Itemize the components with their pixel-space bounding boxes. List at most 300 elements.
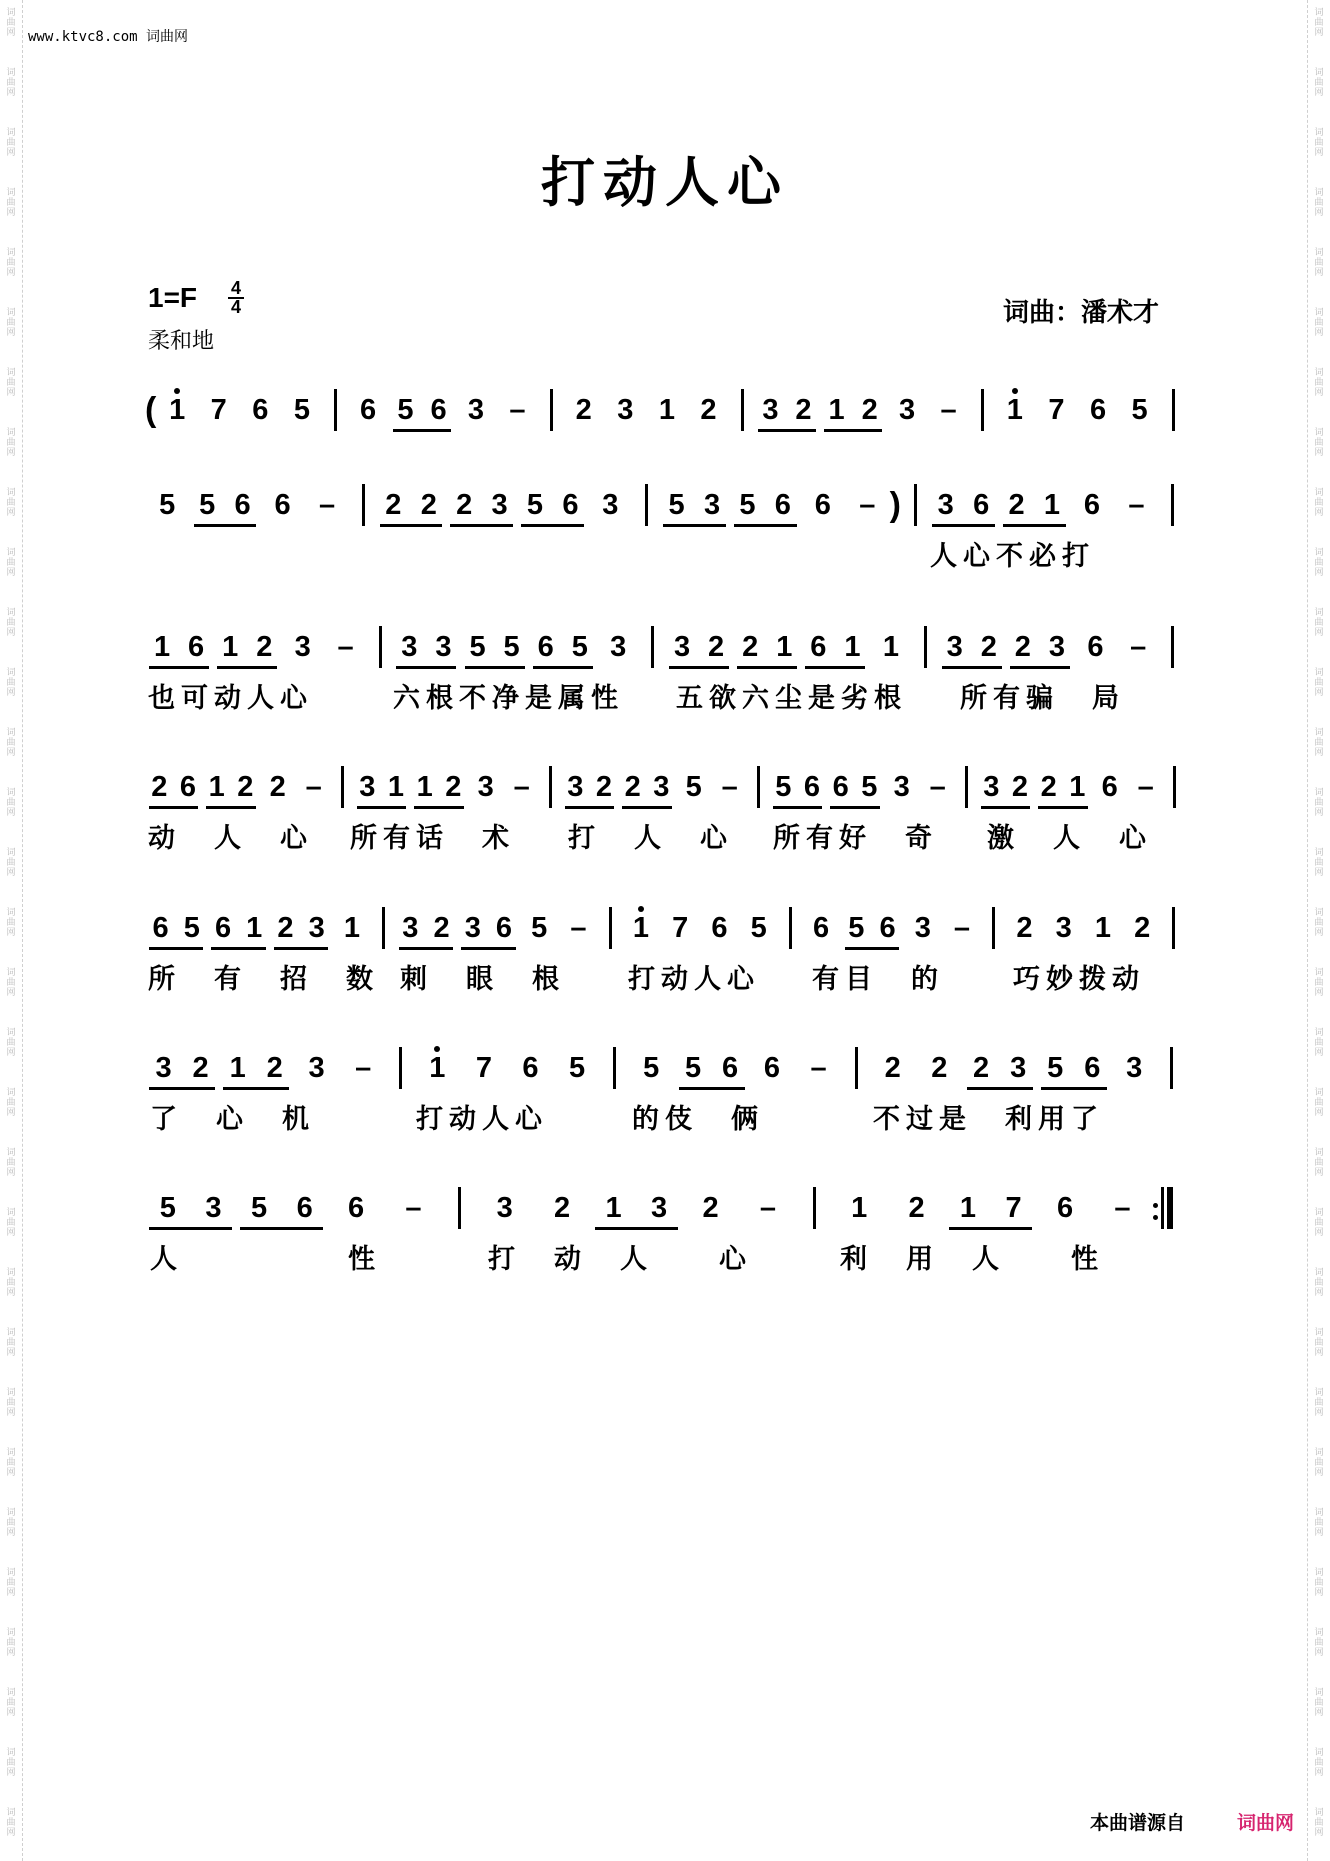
underline-beam: [380, 524, 443, 527]
barline: [382, 907, 385, 949]
note: 1: [169, 394, 186, 426]
note: 2: [1011, 771, 1029, 803]
underline-beam: [149, 666, 209, 669]
watermark-text: 词 曲 网: [6, 68, 16, 98]
underline-beam: [206, 806, 255, 809]
dash-note: –: [355, 1052, 372, 1084]
repeat-dot: [1153, 1215, 1158, 1220]
note: 5: [159, 489, 176, 521]
watermark-text: 词 曲 网: [6, 368, 16, 398]
watermark-text: 词 曲 网: [6, 908, 16, 938]
note: 6: [522, 1052, 539, 1084]
lyric-segment: 五欲六尘是劣根: [676, 683, 907, 714]
watermark-text: 词 曲 网: [1314, 308, 1324, 338]
note: 6: [1057, 1192, 1074, 1224]
dash-note: –: [1114, 1192, 1131, 1224]
note: 2: [624, 771, 641, 803]
note: 2: [266, 1052, 283, 1084]
watermark-text: 词 曲 网: [6, 248, 16, 278]
note: 5: [668, 489, 685, 521]
note: 1: [1069, 771, 1086, 803]
dash-note: –: [810, 1052, 827, 1084]
note: 2: [973, 1052, 990, 1084]
note: 6: [234, 489, 251, 521]
note: 3: [308, 1052, 325, 1084]
lyric-segment: 也可动人心: [148, 683, 313, 714]
underline-beam: [217, 666, 277, 669]
note: 1: [828, 394, 845, 426]
note: 6: [1087, 631, 1104, 663]
note: 7: [475, 1052, 492, 1084]
note: 3: [1055, 912, 1072, 944]
watermark-text: 词 曲 网: [6, 308, 16, 338]
lyric-segment: 打 动 人 心: [488, 1244, 752, 1275]
note: 6: [1083, 489, 1100, 521]
note: 2: [445, 771, 462, 803]
underline-beam: [1038, 806, 1087, 809]
barline: [379, 626, 382, 668]
note: 3: [617, 394, 634, 426]
underline-beam: [679, 1087, 745, 1090]
dash-note: –: [1130, 631, 1147, 663]
note: 1: [959, 1192, 977, 1224]
note: 7: [672, 912, 689, 944]
note: 1: [882, 631, 899, 663]
barline: [914, 484, 917, 526]
watermark-text: 词 曲 网: [6, 1028, 16, 1058]
barline: [1171, 626, 1174, 668]
watermark-text: 词 曲 网: [1314, 908, 1324, 938]
note: 2: [1134, 912, 1151, 944]
note: 3: [464, 912, 481, 944]
note: 6: [188, 631, 205, 663]
note: 1: [246, 912, 263, 944]
watermark-text: 词 曲 网: [1314, 1388, 1324, 1418]
note: 5: [643, 1052, 660, 1084]
watermark-text: 词 曲 网: [1314, 1508, 1324, 1538]
underline-beam: [393, 429, 451, 432]
lyric-segment: 打动人心: [416, 1104, 548, 1135]
dash-note: –: [337, 631, 354, 663]
note: 3: [467, 394, 484, 426]
watermark-text: 词 曲 网: [1314, 548, 1324, 578]
note: 1: [416, 771, 433, 803]
watermark-text: 词 曲 网: [1314, 668, 1324, 698]
lyric-segment: 利 用 人 性: [840, 1244, 1104, 1275]
note: 1: [229, 1052, 246, 1084]
note: 2: [269, 771, 286, 803]
watermark-text: 词 曲 网: [6, 728, 16, 758]
underline-beam: [773, 806, 822, 809]
note: 6: [274, 489, 291, 521]
note: 6: [803, 771, 821, 803]
watermark-text: 词 曲 网: [1314, 8, 1324, 38]
note: 2: [1040, 771, 1057, 803]
barline: [789, 907, 792, 949]
note: 7: [1005, 1192, 1022, 1224]
note: 1: [1043, 489, 1061, 521]
note: 6: [214, 912, 232, 944]
underline-beam: [565, 806, 614, 809]
watermark-text: 词 曲 网: [6, 1088, 16, 1118]
note: 1: [429, 1052, 446, 1084]
note: 3: [435, 631, 452, 663]
note: 2: [1014, 631, 1031, 663]
watermark-text: 词 曲 网: [6, 1568, 16, 1598]
footer-source-label: 本曲谱源自: [1090, 1812, 1186, 1834]
note: 3: [401, 631, 418, 663]
note: 5: [685, 771, 702, 803]
note: 2: [908, 1192, 925, 1224]
dash-note: –: [759, 1192, 777, 1224]
watermark-text: 词 曲 网: [1314, 1268, 1324, 1298]
underline-beam: [981, 806, 1030, 809]
note: 1: [844, 631, 861, 663]
note: 1: [605, 1192, 622, 1224]
note: 6: [813, 912, 830, 944]
tempo-marking: 柔和地: [148, 329, 215, 354]
watermark-text: 词 曲 网: [1314, 1568, 1324, 1598]
dash-note: –: [1128, 489, 1145, 521]
note: 2: [192, 1052, 209, 1084]
high-octave-dot: [1012, 388, 1018, 394]
note: 2: [1016, 912, 1033, 944]
note: 3: [294, 631, 311, 663]
watermark-text: 词 曲 网: [6, 548, 16, 578]
note: 2: [456, 489, 473, 521]
underline-beam: [274, 947, 328, 950]
barline: [1173, 766, 1176, 808]
underline-beam: [450, 524, 513, 527]
note: 3: [651, 1192, 668, 1224]
note: 6: [763, 1052, 781, 1084]
watermark-text: 词 曲 网: [6, 1628, 16, 1658]
note: 1: [208, 771, 225, 803]
note: 5: [503, 631, 520, 663]
time-signature-bottom: 4: [230, 297, 241, 317]
watermark-text: 词 曲 网: [1314, 488, 1324, 518]
barline: [651, 626, 654, 668]
note: 2: [708, 631, 725, 663]
note: 3: [359, 771, 376, 803]
underline-beam: [758, 429, 816, 432]
note: 5: [199, 489, 216, 521]
note: 2: [385, 489, 402, 521]
note: 2: [256, 631, 273, 663]
underline-beam: [1010, 666, 1070, 669]
note: 1: [776, 631, 793, 663]
end-barline: [1167, 1187, 1173, 1229]
note: 6: [711, 912, 728, 944]
watermark-text: 词 曲 网: [1314, 248, 1324, 278]
watermark-text: 词 曲 网: [1314, 848, 1324, 878]
note: 2: [1008, 489, 1025, 521]
note: 5: [1047, 1052, 1064, 1084]
watermark-text: 词 曲 网: [6, 848, 16, 878]
watermark-text: 词 曲 网: [6, 1148, 16, 1178]
barline: [855, 1047, 858, 1089]
underline-beam: [149, 1087, 215, 1090]
lyric-segment: 刺 眼 根: [400, 964, 565, 995]
note: 3: [914, 912, 931, 944]
watermark-text: 词 曲 网: [1314, 788, 1324, 818]
dash-note: –: [513, 771, 530, 803]
underline-beam: [949, 1227, 1032, 1230]
note: 3: [610, 631, 627, 663]
note: 2: [702, 1192, 719, 1224]
credit-line: 词曲：潘术才: [1003, 298, 1160, 328]
note: 6: [810, 631, 827, 663]
note: 3: [308, 912, 325, 944]
underline-beam: [737, 666, 797, 669]
lyric-segment: 人心不必打: [930, 541, 1095, 572]
note: 3: [477, 771, 494, 803]
underline-beam: [533, 666, 593, 669]
dash-note: –: [929, 771, 946, 803]
barline: [965, 766, 968, 808]
note: 5: [750, 912, 767, 944]
note: 3: [491, 489, 508, 521]
watermark-text: 词 曲 网: [6, 1748, 16, 1778]
note: 5: [571, 631, 588, 663]
lyric-segment: 的伎 俩: [632, 1104, 764, 1135]
underline-beam: [734, 524, 797, 527]
note: 3: [653, 771, 670, 803]
note: 5: [569, 1052, 586, 1084]
note: 6: [879, 912, 896, 944]
note: 5: [861, 771, 878, 803]
watermark-text: 词 曲 网: [1314, 1688, 1324, 1718]
underline-beam: [211, 947, 265, 950]
dash-note: –: [940, 394, 957, 426]
underline-beam: [942, 666, 1002, 669]
note: 5: [397, 394, 414, 426]
note: 7: [210, 394, 227, 426]
watermark-text: 词 曲 网: [1314, 608, 1324, 638]
underline-beam: [830, 806, 879, 809]
note: 2: [151, 771, 168, 803]
note: 6: [814, 489, 831, 521]
note: 1: [387, 771, 405, 803]
dash-note: –: [721, 771, 738, 803]
note: 3: [673, 631, 691, 663]
underline-beam: [149, 806, 198, 809]
lyric-segment: 所 有 招 数: [148, 964, 379, 995]
note: 1: [851, 1192, 868, 1224]
note: 3: [496, 1192, 513, 1224]
underline-beam: [357, 806, 406, 809]
footer-site-name: 词曲网: [1237, 1812, 1295, 1834]
watermark-text: 词 曲 网: [1314, 1808, 1324, 1838]
note: 6: [1089, 394, 1107, 426]
watermark-text: 词 曲 网: [6, 788, 16, 818]
barline: [613, 1047, 616, 1089]
watermark-text: 词 曲 网: [1314, 1748, 1324, 1778]
note: 3: [893, 771, 910, 803]
underline-beam: [967, 1087, 1033, 1090]
watermark-text: 词 曲 网: [1314, 1148, 1324, 1178]
underline-beam: [805, 666, 865, 669]
note: 3: [1010, 1052, 1027, 1084]
note: 6: [348, 1192, 365, 1224]
note: 2: [237, 771, 254, 803]
note: 1: [1094, 912, 1111, 944]
barline: [1172, 389, 1175, 431]
note: 5: [531, 912, 548, 944]
lyric-segment: 激 人 心: [987, 823, 1152, 854]
repeat-dot: [1153, 1203, 1158, 1208]
barline: [1170, 1047, 1173, 1089]
underline-beam: [223, 1087, 289, 1090]
watermark-text: 词 曲 网: [6, 1688, 16, 1718]
barline: [341, 766, 344, 808]
barline: [1171, 484, 1174, 526]
barline: [741, 389, 744, 431]
note: 3: [946, 631, 963, 663]
watermark-text: 词 曲 网: [1314, 1328, 1324, 1358]
note: 2: [931, 1052, 948, 1084]
note: 6: [296, 1192, 313, 1224]
note: 2: [795, 394, 812, 426]
note: 3: [155, 1052, 172, 1084]
note: 2: [553, 1192, 571, 1224]
parenthesis: ): [889, 486, 901, 524]
watermark-text: 词 曲 网: [6, 188, 16, 218]
note: 3: [703, 489, 721, 521]
lyric-segment: 人 性: [150, 1244, 381, 1275]
note: 3: [205, 1192, 222, 1224]
underline-beam: [399, 947, 453, 950]
lyric-segment: 所有话 术: [350, 823, 515, 854]
dash-note: –: [859, 489, 876, 521]
lyric-segment: 巧妙拨动: [1013, 964, 1145, 995]
time-signature-top: 4: [230, 278, 241, 298]
watermark-text: 词 曲 网: [1314, 968, 1324, 998]
note: 6: [973, 489, 990, 521]
note: 3: [762, 394, 779, 426]
note: 5: [848, 912, 865, 944]
dash-note: –: [509, 394, 526, 426]
note: 6: [360, 394, 377, 426]
note: 2: [884, 1052, 901, 1084]
note: 2: [980, 631, 997, 663]
barline: [992, 907, 995, 949]
note: 3: [983, 771, 1000, 803]
note: 6: [495, 912, 513, 944]
note: 5: [469, 631, 486, 663]
lyric-segment: 所有好 奇: [773, 823, 938, 854]
barline: [757, 766, 760, 808]
underline-beam: [1041, 1087, 1107, 1090]
note: 3: [898, 394, 916, 426]
lyric-segment: 打动人心: [628, 964, 760, 995]
watermark-text: 词 曲 网: [6, 668, 16, 698]
underline-beam: [932, 524, 995, 527]
dash-note: –: [953, 912, 971, 944]
note: 3: [402, 912, 419, 944]
barline: [645, 484, 648, 526]
note: 1: [658, 394, 675, 426]
underline-beam: [663, 524, 726, 527]
time-signature: [228, 280, 244, 316]
barline: [1172, 907, 1175, 949]
note: 2: [433, 912, 450, 944]
high-octave-dot: [638, 906, 644, 912]
note: 5: [250, 1192, 268, 1224]
underline-beam: [414, 806, 463, 809]
underline-beam: [194, 524, 257, 527]
note: 6: [1101, 771, 1118, 803]
note: 2: [700, 394, 717, 426]
note: 6: [179, 771, 197, 803]
note: 2: [742, 631, 759, 663]
watermark-text: 词 曲 网: [6, 1268, 16, 1298]
lyric-segment: 六根不净是属性: [393, 683, 624, 714]
barline: [1161, 1187, 1164, 1229]
note: 5: [183, 912, 200, 944]
note: 2: [861, 394, 878, 426]
song-title: 打动人心: [541, 150, 789, 214]
watermark-text: 词 曲 网: [1314, 368, 1324, 398]
watermark-text: 词 曲 网: [6, 488, 16, 518]
watermark-text: 词 曲 网: [6, 1508, 16, 1538]
note: 2: [420, 489, 437, 521]
note: 3: [937, 489, 954, 521]
note: 5: [1131, 394, 1148, 426]
parenthesis: (: [145, 391, 157, 429]
note: 3: [567, 771, 584, 803]
dash-note: –: [570, 912, 587, 944]
note: 3: [602, 489, 619, 521]
note: 2: [277, 912, 294, 944]
lyric-segment: 所有骗 局: [960, 683, 1125, 714]
watermark-text: 词 曲 网: [1314, 1448, 1324, 1478]
underline-beam: [521, 524, 584, 527]
note: 5: [526, 489, 544, 521]
underline-beam: [1003, 524, 1066, 527]
watermark-text: 词 曲 网: [6, 1208, 16, 1238]
underline-beam: [669, 666, 729, 669]
note: 1: [343, 912, 360, 944]
note: 6: [252, 394, 269, 426]
underline-beam: [149, 947, 203, 950]
watermark-text: 词 曲 网: [1314, 68, 1324, 98]
watermark-text: 词 曲 网: [6, 428, 16, 458]
note: 5: [293, 394, 310, 426]
underline-beam: [845, 947, 899, 950]
note: 6: [430, 394, 447, 426]
lyric-segment: 动 人 心: [148, 823, 313, 854]
barline: [981, 389, 984, 431]
watermark-text: 词 曲 网: [1314, 1628, 1324, 1658]
barline: [609, 907, 612, 949]
note: 1: [222, 631, 239, 663]
barline: [458, 1187, 461, 1229]
watermark-text: 词 曲 网: [6, 1808, 16, 1838]
dash-note: –: [405, 1192, 422, 1224]
dash-note: –: [1137, 771, 1154, 803]
watermark-text: 词 曲 网: [6, 1328, 16, 1358]
watermark-text: 词 曲 网: [6, 1448, 16, 1478]
note: 6: [722, 1052, 739, 1084]
note: 5: [775, 771, 792, 803]
note: 5: [159, 1192, 176, 1224]
note: 1: [1006, 394, 1023, 426]
note: 6: [562, 489, 579, 521]
underline-beam: [149, 1227, 232, 1230]
watermark-text: 词 曲 网: [6, 608, 16, 638]
site-header: www.ktvc8.com 词曲网: [28, 29, 189, 45]
